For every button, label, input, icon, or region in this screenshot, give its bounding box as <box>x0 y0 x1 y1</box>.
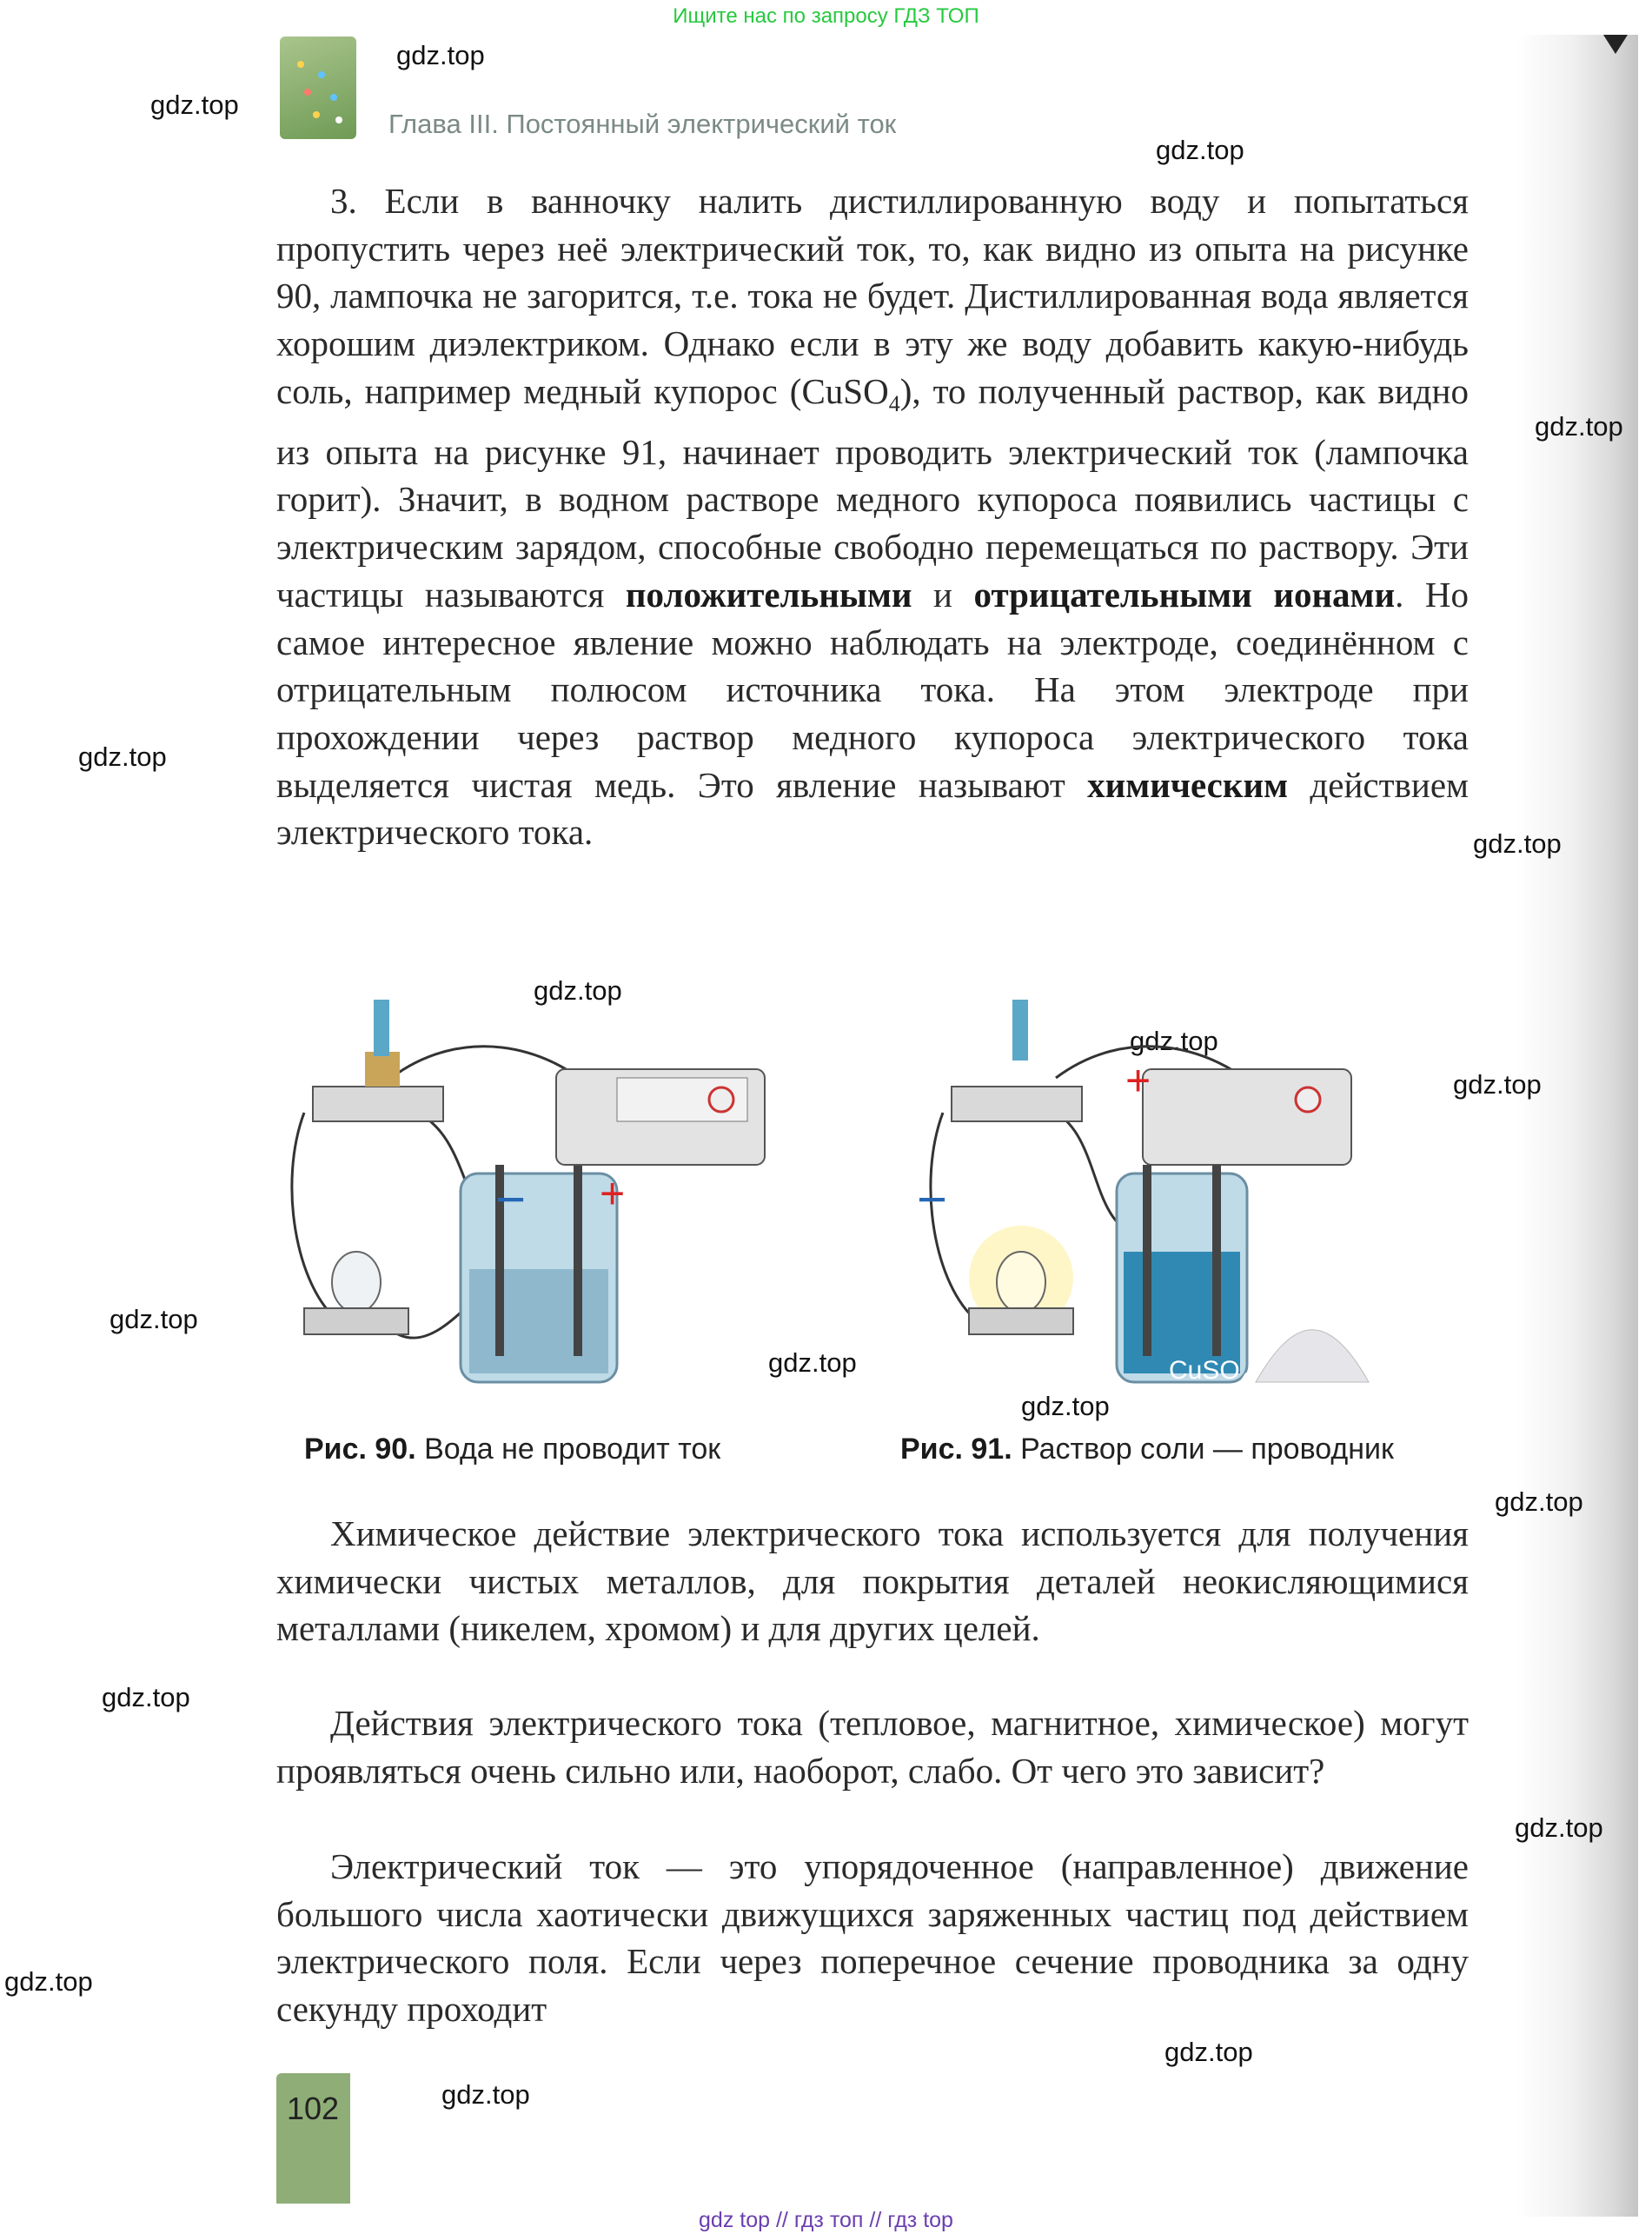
subscript: 4 <box>888 391 900 416</box>
watermark: gdz.top <box>1495 1486 1583 1517</box>
svg-text:−: − <box>917 1170 948 1228</box>
top-banner[interactable]: Ищите нас по запросу ГДЗ ТОП <box>673 4 979 28</box>
cuso4-sub: 4 <box>1239 1370 1250 1389</box>
text-run: и <box>912 574 974 615</box>
caption-fig-90 <box>304 1433 720 1466</box>
cuso4-text: CuSO <box>1169 1356 1240 1385</box>
corner-marker <box>1603 35 1628 54</box>
watermark: gdz.top <box>1130 1026 1218 1056</box>
caption-number: Рис. 90. <box>304 1433 416 1466</box>
watermark: gdz.top <box>768 1347 857 1378</box>
svg-text:+: + <box>1125 1056 1151 1105</box>
watermark: gdz.top <box>1021 1391 1110 1421</box>
watermark: gdz.top <box>78 741 167 772</box>
footer-links[interactable]: gdz top // гдз топ // гдз top <box>699 2208 953 2232</box>
text-run: . Но самое интересное явление можно наблюдать на электроде, соединённом с отрицательным полюсом источника тока. На этом электроде при прохождении через раствор медного купороса электрического тока выделяется чистая медь. Это явление называют <box>276 574 1470 805</box>
term-chemical: химическим <box>1087 764 1289 805</box>
paragraph-question: Действия электрического тока (тепловое, магнитное, химическое) могут проявляться очень сильно или, наоборот, слабо. От чего это зависит? <box>276 1703 1469 1791</box>
watermark: gdz.top <box>150 90 239 120</box>
page-number: 102 <box>287 2091 340 2126</box>
watermark: gdz.top <box>441 2079 530 2110</box>
text-run: действием электрического тока. <box>276 764 1469 853</box>
text-run: ), то полученный раствор, как видно из опыта на рисунке 91, начинает проводить электрический ток (лампочка горит). Значит, в водном растворе медного купороса появились частицы с электрическим зарядом, способные свободно перемещаться по раствору. Эти частицы называются <box>276 370 1469 615</box>
caption-fig-91 <box>900 1433 1394 1466</box>
paragraph-definition: Электрический ток — это упорядоченное (направленное) движение большого числа хаотически движущихся заряженных частиц под действием электрического поля. Если через поперечное сечение проводника за одну секунду проходит <box>276 1846 1469 2030</box>
watermark: gdz.top <box>102 1682 190 1712</box>
watermark: gdz.top <box>1156 135 1244 165</box>
chapter-icon <box>280 37 356 139</box>
term-negative-ions: отрицательными ионами <box>973 574 1396 615</box>
caption-number: Рис. 91. <box>900 1433 1012 1466</box>
svg-text:+: + <box>600 1169 626 1218</box>
watermark: gdz.top <box>1453 1069 1542 1100</box>
watermark: gdz.top <box>1164 2037 1253 2067</box>
page-edge-shadow <box>1516 35 1638 2217</box>
svg-text:−: − <box>495 1170 527 1228</box>
text-run: 3. Если в ванночку налить дистиллированную воду и попытаться пропустить через неё электрический ток, то, как видно из опыта на рисунке 90, лампочка не загорится, т.е. тока не будет. Дистиллированная вода является хорошим диэлектриком. Однако если в эту же воду добавить какую-нибудь соль, например медный купорос (CuSO <box>276 181 1469 411</box>
watermark: gdz.top <box>109 1304 198 1334</box>
paragraph-3 <box>276 177 1469 856</box>
term-positive: положительными <box>625 574 912 615</box>
figure-91 <box>917 991 1377 1417</box>
watermark: gdz.top <box>534 975 622 1006</box>
paragraph-chemical-use: Химическое действие электрического тока используется для получения химически чистых металлов, для покрытия деталей неокисляющимися металлами (никелем, хромом) и для других целей. <box>276 1513 1469 1649</box>
watermark: gdz.top <box>4 1966 93 1997</box>
chapter-title: Глава III. Постоянный электрический ток <box>388 109 897 139</box>
watermark: gdz.top <box>1535 411 1623 442</box>
watermark: gdz.top <box>1515 1812 1603 1843</box>
caption-text: Раствор соли — проводник <box>1012 1433 1394 1466</box>
watermark: gdz.top <box>1473 828 1562 859</box>
power-source-90 <box>495 991 782 1417</box>
cuso4-label <box>1169 1356 1250 1390</box>
caption-text: Вода не проводит ток <box>415 1433 721 1466</box>
watermark: gdz.top <box>396 40 485 70</box>
